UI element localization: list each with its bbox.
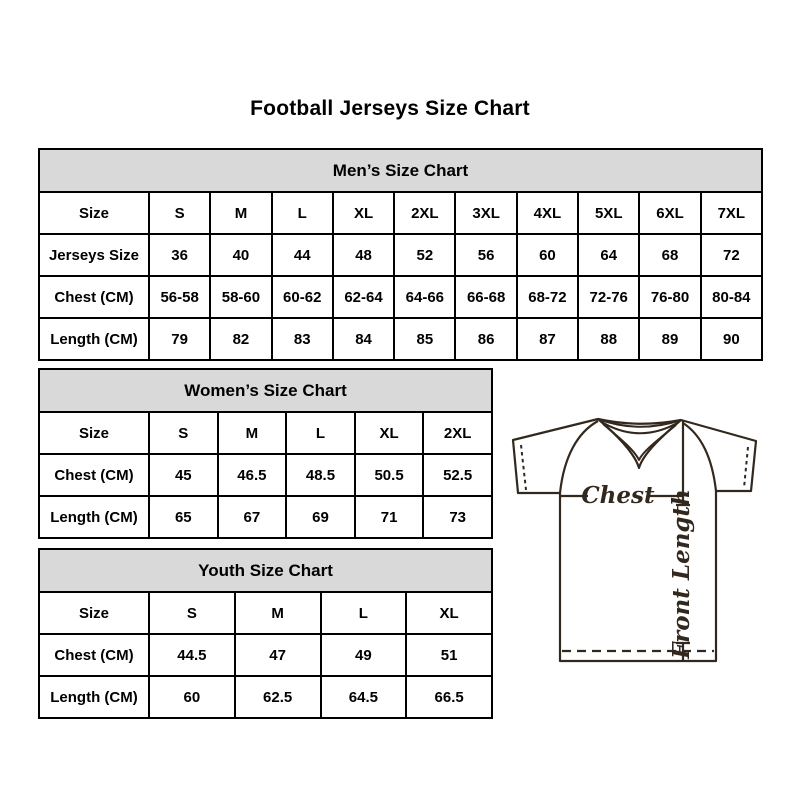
womens-table-row (39, 412, 492, 454)
jersey-outline (513, 419, 756, 661)
youth-row-header: Size (39, 592, 149, 634)
mens-cell: 58-60 (210, 276, 271, 318)
mens-row-header: Size (39, 192, 149, 234)
womens-cell: 48.5 (286, 454, 355, 496)
youth-cell: S (149, 592, 235, 634)
mens-cell: 79 (149, 318, 210, 360)
youth-cell: 66.5 (406, 676, 492, 718)
womens-cell: L (286, 412, 355, 454)
mens-cell: 56-58 (149, 276, 210, 318)
chest-label: Chest (581, 482, 655, 509)
womens-cell: 2XL (423, 412, 492, 454)
youth-cell: XL (406, 592, 492, 634)
mens-cell: 44 (272, 234, 333, 276)
mens-table-title: Men’s Size Chart (39, 149, 762, 192)
youth-table-row (39, 676, 492, 718)
womens-size-table (38, 368, 493, 528)
mens-row-header: Length (CM) (39, 318, 149, 360)
mens-cell: L (272, 192, 333, 234)
womens-cell: 73 (423, 496, 492, 538)
mens-cell: 72 (701, 234, 762, 276)
mens-cell: 56 (455, 234, 516, 276)
womens-row-header: Chest (CM) (39, 454, 149, 496)
mens-cell: 40 (210, 234, 271, 276)
mens-cell: XL (333, 192, 394, 234)
mens-cell: 80-84 (701, 276, 762, 318)
youth-cell: 47 (235, 634, 321, 676)
mens-cell: 83 (272, 318, 333, 360)
mens-cell: 72-76 (578, 276, 639, 318)
youth-cell: 62.5 (235, 676, 321, 718)
womens-cell: 50.5 (355, 454, 424, 496)
mens-cell: 76-80 (639, 276, 700, 318)
youth-cell: M (235, 592, 321, 634)
mens-cell: 64-66 (394, 276, 455, 318)
mens-cell: 60 (517, 234, 578, 276)
mens-table-row (39, 192, 762, 234)
womens-row-header: Size (39, 412, 149, 454)
womens-cell: 71 (355, 496, 424, 538)
front-length-label: Front Length (668, 489, 695, 659)
mens-cell: 5XL (578, 192, 639, 234)
page-title: Football Jerseys Size Chart (250, 97, 530, 120)
mens-row-header: Jerseys Size (39, 234, 149, 276)
mens-cell: M (210, 192, 271, 234)
womens-cell: 67 (218, 496, 287, 538)
mens-cell: 82 (210, 318, 271, 360)
mens-cell: 88 (578, 318, 639, 360)
mens-cell: 6XL (639, 192, 700, 234)
mens-table-row (39, 276, 762, 318)
womens-cell: S (149, 412, 218, 454)
mens-cell: 36 (149, 234, 210, 276)
mens-cell: 86 (455, 318, 516, 360)
womens-cell: 69 (286, 496, 355, 538)
mens-cell: 68 (639, 234, 700, 276)
youth-cell: 49 (321, 634, 407, 676)
youth-cell: 51 (406, 634, 492, 676)
mens-table-row (39, 234, 762, 276)
mens-cell: S (149, 192, 210, 234)
mens-cell: 4XL (517, 192, 578, 234)
mens-cell: 48 (333, 234, 394, 276)
mens-cell: 2XL (394, 192, 455, 234)
youth-cell: 44.5 (149, 634, 235, 676)
mens-cell: 90 (701, 318, 762, 360)
womens-table-title: Women’s Size Chart (39, 369, 492, 412)
womens-cell: 52.5 (423, 454, 492, 496)
womens-cell: XL (355, 412, 424, 454)
youth-row-header: Chest (CM) (39, 634, 149, 676)
youth-table-row (39, 592, 492, 634)
mens-cell: 64 (578, 234, 639, 276)
womens-cell: 46.5 (218, 454, 287, 496)
youth-row-header: Length (CM) (39, 676, 149, 718)
womens-cell: 65 (149, 496, 218, 538)
womens-table-row (39, 496, 492, 538)
mens-row-header: Chest (CM) (39, 276, 149, 318)
youth-cell: L (321, 592, 407, 634)
mens-cell: 89 (639, 318, 700, 360)
womens-row-header: Length (CM) (39, 496, 149, 538)
mens-cell: 60-62 (272, 276, 333, 318)
mens-cell: 87 (517, 318, 578, 360)
youth-size-table (38, 548, 493, 708)
mens-cell: 66-68 (455, 276, 516, 318)
mens-cell: 84 (333, 318, 394, 360)
womens-cell: M (218, 412, 287, 454)
mens-cell: 52 (394, 234, 455, 276)
youth-cell: 60 (149, 676, 235, 718)
youth-table-title: Youth Size Chart (39, 549, 492, 592)
mens-cell: 85 (394, 318, 455, 360)
mens-cell: 7XL (701, 192, 762, 234)
youth-table-row (39, 634, 492, 676)
mens-size-table (38, 148, 763, 352)
youth-cell: 64.5 (321, 676, 407, 718)
mens-table-row (39, 318, 762, 360)
mens-cell: 68-72 (517, 276, 578, 318)
mens-cell: 3XL (455, 192, 516, 234)
mens-cell: 62-64 (333, 276, 394, 318)
jersey-measurement-diagram (500, 398, 780, 676)
womens-cell: 45 (149, 454, 218, 496)
womens-table-row (39, 454, 492, 496)
